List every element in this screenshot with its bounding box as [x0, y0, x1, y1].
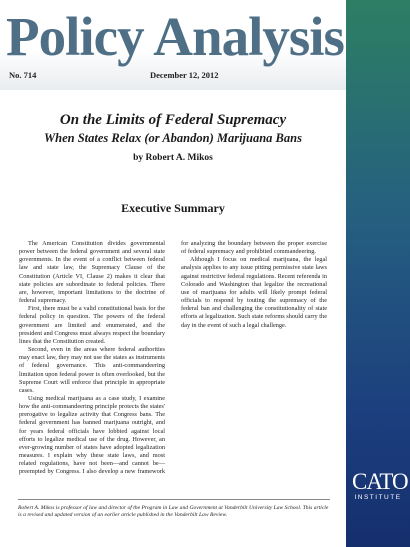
summary-paragraph: Using medical marijuana as a case study, I examine how the anti-commandeering principle protects the states' prerogative to legalize activity that Congress bans. The federal government has banned marijuana outright, and for years federal officials have lobbied against local efforts to legalize medical use of the drug. However, an ever-growing number of states have adopted legalization measures. I explain why these state laws, and most related regulations, have not been—and cannot be—preempted by Congress. I also develop a new framework for analyzing the boundary between the proper exercise of federal supremacy and prohibited commandeering. [19, 240, 327, 476]
executive-summary-body [19, 240, 327, 480]
issue-number: No. 714 [9, 70, 37, 80]
masthead [0, 0, 346, 90]
summary-paragraph: First, there must be a valid constitutional basis for the federal policy in question. The powers of the federal government are limited and enumerated, and the president and Congress must always respect the boundary lines that the Constitution created. [19, 305, 165, 345]
footnote-divider [18, 499, 330, 500]
article-author: by Robert A. Mikos [133, 153, 213, 163]
summary-paragraph: Second, even in the areas where federal authorities may enact law, they may not use the states as instruments of federal governance. This anti-commandeering limitation upon federal power is often overlooked, but the Supreme Court will enforce that principle in appropriate cases. [19, 346, 165, 394]
color-sidebar [346, 0, 410, 547]
summary-paragraph: The American Constitution divides governmental power between the federal government and several state governments. In the event of a conflict between federal law and state law, the Supremacy Clause of the Constitution (Article VI, Clause 2) makes it clear that state policies are subordinate to federal policies. There are, however, important limitations to the doctrine of federal supremacy. [19, 240, 165, 305]
article-subtitle: When States Relax (or Abandon) Marijuana Bans [44, 131, 302, 145]
summary-paragraph: Although I focus on medical marijuana, the legal analysis applies to any issue pitting permissive state laws against restrictive federal regulations. Recent referenda in Colorado and Washington that legalize the recreational use of marijuana for adults will likely prompt federal officials to respond by touting the supremacy of the federal ban and challenging the constitutionality of state efforts at legalization. Such state reforms should carry the day in the event of such a legal challenge. [181, 256, 327, 329]
cato-institute-logo [352, 469, 408, 501]
article-title: On the Limits of Federal Supremacy [59, 112, 287, 128]
issue-date: December 12, 2012 [150, 70, 219, 80]
executive-summary-heading: Executive Summary [121, 201, 225, 215]
masthead-title: Policy Analysis [6, 6, 344, 67]
author-footnote: Robert A. Mikos is professor of law and director of the Program in Law and Government at Vanderbilt University Law School. This article is a revised and updated version of an earlier article published in the Vanderbilt Law Review. [18, 505, 329, 519]
logo-mark: CATO [352, 469, 408, 494]
logo-sub: INSTITUTE [354, 494, 402, 501]
